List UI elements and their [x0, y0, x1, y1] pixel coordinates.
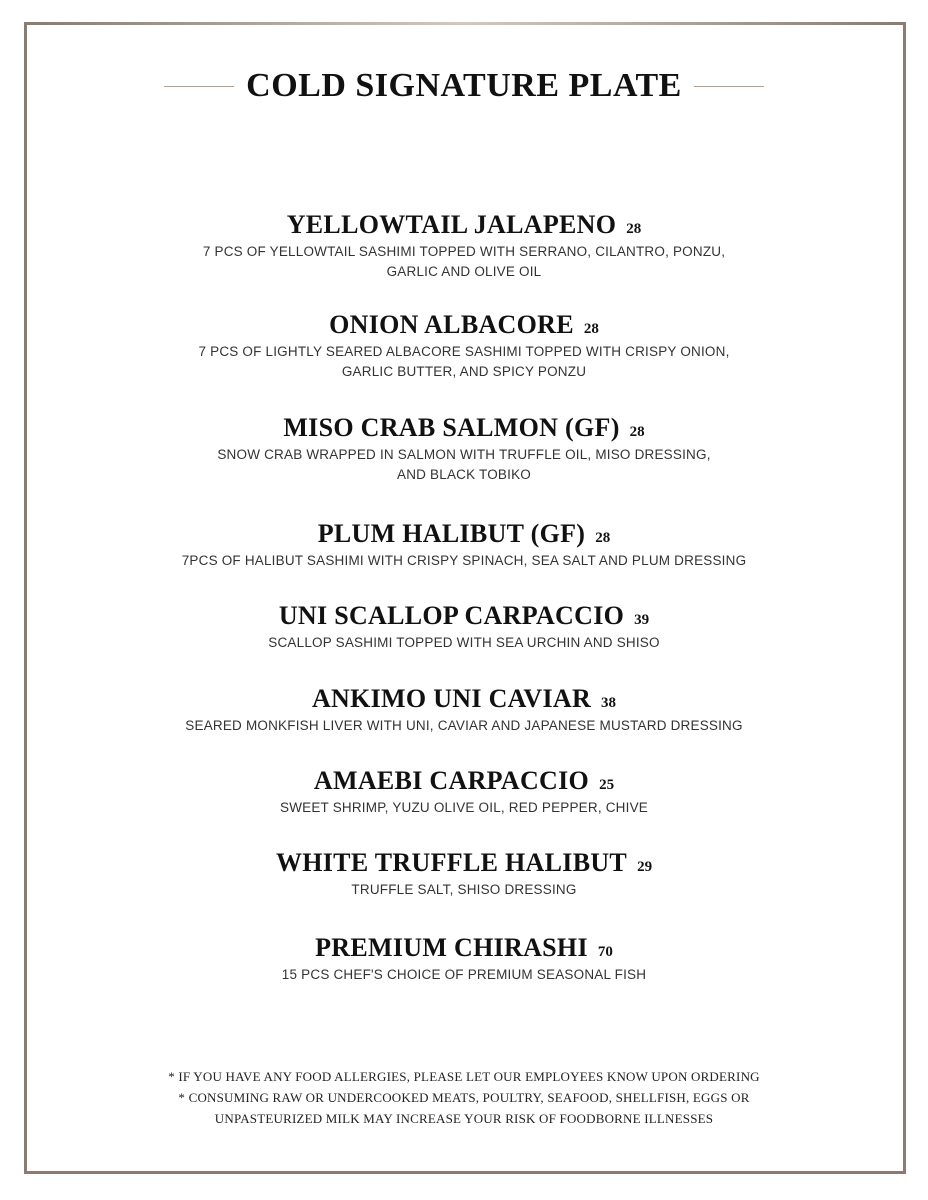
item-name: ANKIMO UNI CAVIAR [311, 684, 592, 713]
menu-item-plum-halibut [0, 519, 928, 571]
menu-item-miso-crab-salmon [0, 413, 928, 485]
item-description: SCALLOP SASHIMI TOPPED WITH SEA URCHIN AND SHISO [268, 635, 660, 650]
menu-item-onion-albacore [0, 310, 928, 382]
item-description: SWEET SHRIMP, YUZU OLIVE OIL, RED PEPPER, CHIVE [280, 800, 648, 815]
menu-item-white-truffle-halibut [0, 848, 928, 900]
allergy-disclaimer [0, 1066, 928, 1129]
item-description: SEARED MONKFISH LIVER WITH UNI, CAVIAR AND JAPANESE MUSTARD DRESSING [185, 718, 743, 733]
item-name: UNI SCALLOP CARPACCIO [278, 601, 625, 630]
item-description: SNOW CRAB WRAPPED IN SALMON WITH TRUFFLE OIL, MISO DRESSING, AND BLACK TOBIKO [217, 447, 711, 482]
menu-item-yellowtail-jalapeno [0, 210, 928, 282]
item-name: PREMIUM CHIRASHI [315, 933, 588, 962]
menu-item-premium-chirashi [0, 933, 928, 985]
item-description: 7 PCS OF YELLOWTAIL SASHIMI TOPPED WITH SERRANO, CILANTRO, PONZU, GARLIC AND OLIVE OIL [202, 244, 726, 279]
footer-line: UNPASTEURIZED MILK MAY INCREASE YOUR RISK OF FOODBORNE ILLNESSES [214, 1111, 714, 1126]
item-name: PLUM HALIBUT (GF) [317, 519, 586, 548]
header-rule-left [164, 86, 234, 87]
menu-header [0, 62, 928, 110]
menu-item-amaebi-carpaccio [0, 766, 928, 818]
item-price: 28 [626, 221, 642, 237]
item-name: MISO CRAB SALMON (GF) [283, 413, 620, 442]
item-price: 39 [634, 612, 650, 628]
page-title: COLD SIGNATURE PLATE [246, 67, 682, 104]
footer-line: * IF YOU HAVE ANY FOOD ALLERGIES, PLEASE LET OUR EMPLOYEES KNOW UPON ORDERING [168, 1069, 760, 1084]
menu-item-uni-scallop-carpaccio [0, 601, 928, 653]
item-name: WHITE TRUFFLE HALIBUT [275, 848, 628, 877]
item-description: 15 PCS CHEF'S CHOICE OF PREMIUM SEASONAL FISH [281, 967, 647, 982]
item-price: 38 [601, 695, 617, 711]
item-price: 28 [629, 424, 645, 440]
menu-border [24, 22, 906, 1174]
item-description: 7 PCS OF LIGHTLY SEARED ALBACORE SASHIMI TOPPED WITH CRISPY ONION, GARLIC BUTTER, AND SPICY PONZU [198, 344, 730, 379]
menu-item-ankimo-uni-caviar [0, 684, 928, 736]
item-price: 28 [595, 530, 611, 546]
item-description: 7PCS OF HALIBUT SASHIMI WITH CRISPY SPINACH, SEA SALT AND PLUM DRESSING [181, 553, 747, 568]
header-rule-right [694, 86, 764, 87]
item-name: ONION ALBACORE [329, 310, 574, 339]
item-price: 28 [583, 321, 599, 337]
item-name: YELLOWTAIL JALAPENO [286, 210, 617, 239]
item-price: 29 [637, 859, 653, 875]
item-name: AMAEBI CARPACCIO [313, 766, 590, 795]
footer-line: * CONSUMING RAW OR UNDERCOOKED MEATS, POULTRY, SEAFOOD, SHELLFISH, EGGS OR [178, 1090, 750, 1105]
item-price: 70 [597, 944, 613, 960]
item-description: TRUFFLE SALT, SHISO DRESSING [351, 882, 577, 897]
item-price: 25 [599, 777, 615, 793]
